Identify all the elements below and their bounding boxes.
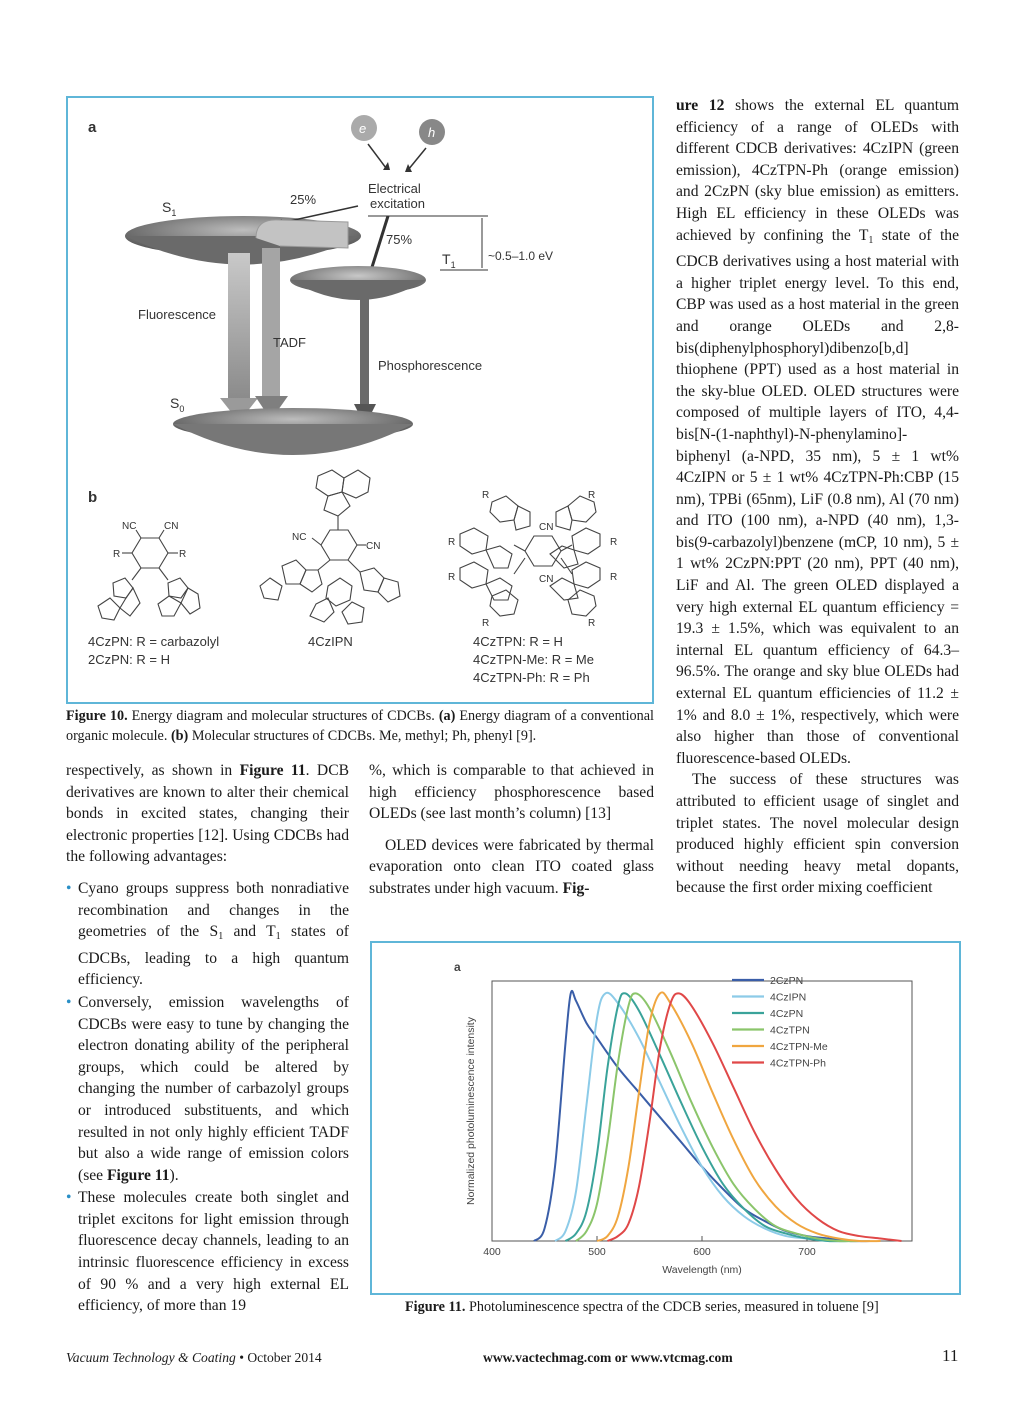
bullet-icon: •	[66, 993, 72, 1011]
legend-entry: 4CzPN	[770, 1008, 804, 1020]
s1-label: $S_1$	[162, 199, 177, 218]
y-axis-label: Normalized photoluminescence intensity	[465, 1017, 477, 1205]
figure-11-caption: Figure 11. Photoluminescence spectra of the CDCB series, measured in toluene [9]	[405, 1299, 879, 1315]
legend-entry: 4CzTPN-Me	[770, 1041, 828, 1053]
tadf-label: TADF	[273, 335, 306, 350]
figure-10-caption: Figure 10. Energy diagram and molecular structures of CDCBs. (a) Energy diagram of a conventional organic molecule. (b) Molecular structures of CDCBs. Me, methyl; Ph, phenyl [9].	[66, 708, 654, 744]
series-line-4cztpn	[576, 993, 860, 1241]
electrical-excitation-label: Electrical excitation	[368, 181, 425, 211]
legend-entry: 4CzTPN	[770, 1024, 810, 1037]
panel-b-label: b	[88, 489, 98, 506]
mol1-label-2: 2CzPN: R = H	[88, 652, 170, 667]
electron-label: e	[359, 121, 367, 136]
left-paragraph: respectively, as shown in Figure 11. DCB derivatives are known to alter their chemical bonds in excited states, changing their electronic properties [12]. Using CDCBs had the following advantages:	[66, 762, 349, 866]
x-tick-label: 400	[483, 1246, 501, 1258]
svg-text:NC: NC	[122, 521, 137, 532]
hole-label: h	[428, 125, 436, 140]
fluorescence-label: Fluorescence	[138, 307, 217, 322]
svg-text:R: R	[448, 572, 456, 583]
figure-10	[66, 96, 654, 704]
svg-text:R: R	[610, 537, 618, 548]
phosphorescence-label: Phosphorescence	[378, 358, 483, 373]
bullet-icon: •	[66, 879, 72, 897]
plot-frame	[492, 981, 912, 1241]
mol1-label-1: 4CzPN: R = carbazolyl	[88, 634, 220, 649]
x-tick-label: 600	[693, 1246, 711, 1258]
figure-10-graphic	[68, 98, 652, 702]
svg-text:R: R	[482, 490, 490, 501]
molecule-4cztpn	[448, 490, 617, 629]
footer-journal: Vacuum Technology & Coating • October 2014	[66, 1350, 322, 1365]
page-number: 11	[942, 1346, 959, 1365]
legend-entry: 4CzTPN-Ph	[770, 1057, 827, 1070]
mol3-label-3: 4CzTPN-Ph: R = Ph	[473, 670, 590, 685]
footer-url[interactable]: www.vactechmag.com or www.vtcmag.com	[483, 1350, 733, 1365]
pl-spectra-chart	[372, 943, 959, 1293]
list-item: • These molecules create both singlet and triplet excitons for light emission through fluorescence decay channels, leading to an intrinsic fluorescence efficiency in excess of 90 % and a very high external EL efficiency, of more than 19	[66, 1189, 349, 1315]
pct-singlet-label: 25%	[290, 192, 317, 207]
t1-label: $T_1$	[442, 251, 456, 270]
figure-11	[370, 941, 961, 1295]
svg-text:NC: NC	[292, 532, 307, 543]
x-tick-label: 700	[798, 1246, 816, 1258]
svg-text:CN: CN	[164, 521, 179, 532]
energy-gap-label: ~0.5–1.0 eV	[488, 249, 554, 263]
advantages-list	[66, 878, 349, 1317]
s0-label: $S_0$	[170, 395, 185, 414]
right-column	[676, 95, 959, 899]
list-item: • Cyano groups suppress both nonradiative recombination and changes in the geometries of the $S_1$ and $T_1$ states of CDCBs, leading to a high quantum efficiency.	[66, 879, 349, 989]
legend-entry: 2CzPN	[770, 975, 804, 987]
middle-paragraph-2: OLED devices were fabricated by thermal evaporation onto clean ITO coated glass substrates under high vacuum. Fig-	[369, 836, 654, 897]
svg-text:R: R	[588, 490, 596, 501]
svg-text:R: R	[448, 537, 456, 548]
svg-text:R: R	[610, 572, 618, 583]
middle-column	[369, 760, 654, 900]
svg-text:R: R	[482, 618, 490, 629]
list-item: • Conversely, emission wavelengths of CDCBs were easy to tune by changing the electron donating ability of the peripheral groups, which could be altered by changing the number of carbazolyl groups or introduced substituents, and which resulted in not only highly efficient TADF but also a wide range of emission colors (see Figure 11).	[66, 993, 349, 1184]
molecule-4czpn	[98, 521, 200, 620]
left-column	[66, 760, 349, 1318]
mol3-label-1: 4CzTPN: R = H	[473, 634, 563, 649]
svg-text:CN: CN	[366, 541, 381, 552]
panel-a-label: a	[88, 119, 97, 136]
svg-text:CN: CN	[539, 574, 554, 585]
fig11-panel-label: a	[454, 960, 461, 974]
molecule-4czipn	[260, 470, 400, 624]
x-tick-label: 500	[588, 1246, 606, 1258]
legend-entry: 4CzIPN	[770, 991, 807, 1004]
right-paragraph-1: ure 12 shows the external EL quantum efficiency of a range of OLEDs with different CDCB derivatives: 4CzIPN (green emission), 4CzTPN-Ph (orange emission) and 2CzPN (sky blue emission) as emitters. High EL efficiency in these OLEDs was achieved by confining the $T_1$ state of the CDCB derivatives using a host material with a higher triplet energy level. To this end, CBP was used as a host material in the green and orange OLEDs and 2,8-bis(diphenylphosphoryl)dibenzo[b,d] thiophene (PPT) used as a host material in the sky-blue OLED. OLED structures were composed of multiple layers of ITO, 4,4-bis[N-(1-naphthyl)-N-phenylamino]-biphenyl (a-NPD, 35 nm), 5 ± 1 wt% 4CzIPN or 5 ± 1 wt% 4CzTPN-Ph:CBP (15 nm), TPBi (65nm), LiF (0.8 nm), Al (70 nm) and ITO (100 nm), a-NPD (40 nm), 1,3-bis(9-carbazolyl)benzene (mCP, 10 nm), 5 ± 1 wt% 2CzPN:PPT (20 nm), PPT (40 nm), LiF and Al. The green OLED displayed a very high external EL quantum efficiency = 19.3 ± 1.5%, which was equivalent to an internal EL quantum efficiency of 64.3–96.5%. The orange and sky blue OLEDs had external EL quantum efficiencies of 11.2 ± 1% and 8.0 ± 1%, respectively, which were also higher than those of conventional fluorescence-based OLEDs.	[676, 97, 960, 767]
mol3-label-2: 4CzTPN-Me: R = Me	[473, 652, 594, 667]
svg-text:CN: CN	[539, 522, 554, 533]
svg-text:R: R	[113, 549, 121, 560]
right-paragraph-2: The success of these structures was attributed to efficient usage of singlet and triplet states. The novel molecular design produced highly efficient spin conversion without needing heavy metal dopants, because the first order mixing coefficient	[676, 771, 959, 897]
x-axis-label: Wavelength (nm)	[662, 1264, 742, 1276]
svg-text:R: R	[588, 618, 596, 629]
mol2-label: 4CzIPN	[308, 634, 353, 649]
middle-paragraph-1: %, which is comparable to that achieved in high efficiency phosphorescence based OLEDs (see last month’s column) [13]	[369, 762, 654, 823]
bullet-icon: •	[66, 1189, 72, 1207]
svg-text:R: R	[179, 549, 187, 560]
pct-triplet-label: 75%	[386, 232, 413, 247]
